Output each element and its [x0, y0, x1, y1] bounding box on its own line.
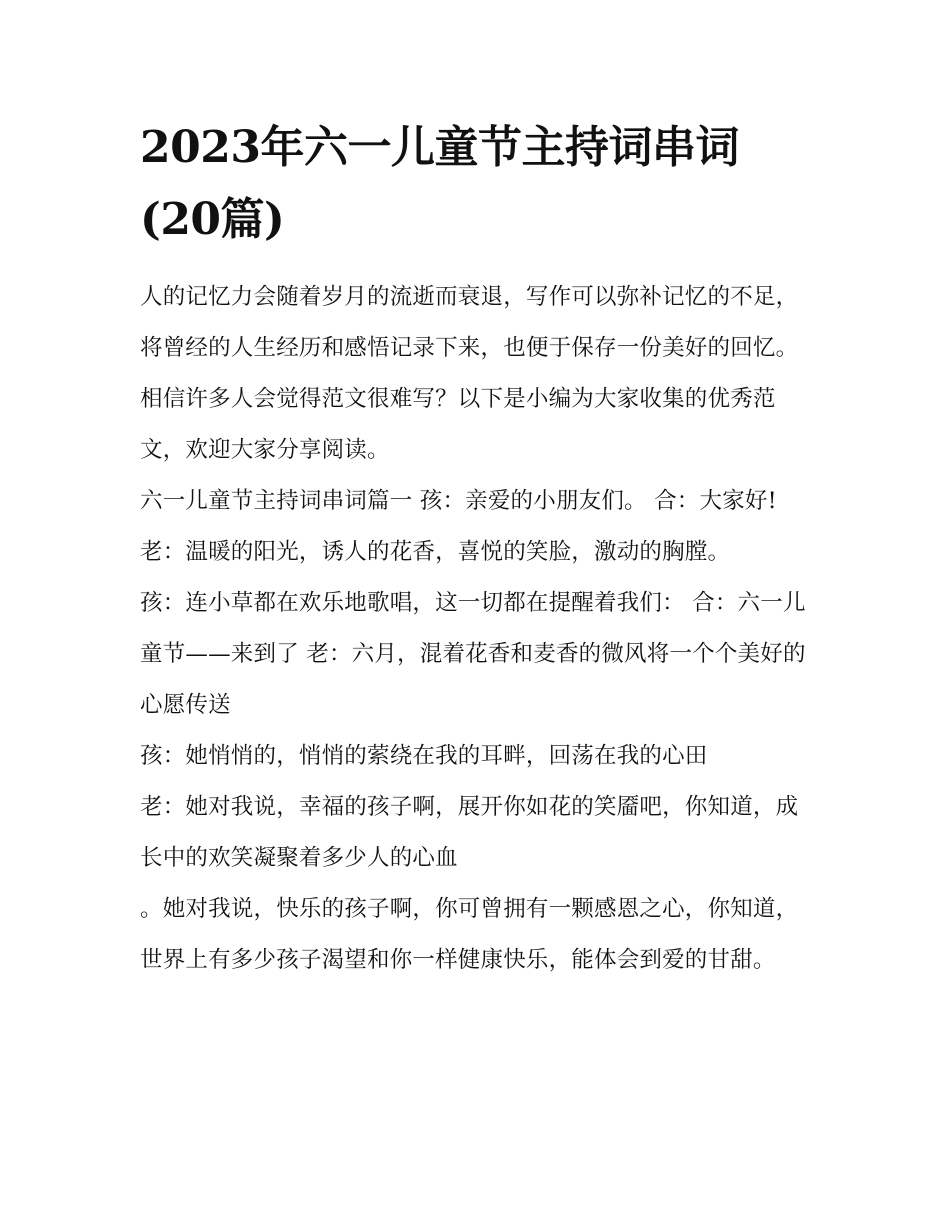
- title-line-2: (20篇): [140, 194, 285, 245]
- document-title: [140, 112, 815, 256]
- title-line-1: 2023年六一儿童节主持词串词: [140, 122, 739, 173]
- document-page: [140, 112, 815, 986]
- body-paragraph: 老：她对我说，幸福的孩子啊，展开你如花的笑靥吧，你知道，成长中的欢笑凝聚着多少人的心血: [140, 794, 799, 871]
- intro-paragraph: 人的记忆力会随着岁月的流逝而衰退，写作可以弥补记忆的不足，将曾经的人生经历和感悟记录下来，也便于保存一份美好的回忆。相信许多人会觉得范文很难写？以下是小编为大家收集的优秀范文，欢迎大家分享阅读。: [140, 284, 799, 463]
- body-paragraph: 。她对我说，快乐的孩子啊，你可曾拥有一颗感恩之心，你知道，世界上有多少孩子渴望和你一样健康快乐，能体会到爱的甘甜。: [140, 896, 799, 973]
- body-paragraph: 孩：连小草都在欢乐地歌唱，这一切都在提醒着我们： 合：六一儿童节——来到了 老：六月，混着花香和麦香的微风将一个个美好的心愿传送: [140, 590, 806, 718]
- body-paragraph: 六一儿童节主持词串词篇一 孩：亲爱的小朋友们。 合：大家好! 老：温暖的阳光，诱人的花香，喜悦的笑脸，激动的胸膛。: [140, 488, 777, 565]
- body-paragraph: 孩：她悄悄的，悄悄的萦绕在我的耳畔，回荡在我的心田: [140, 743, 708, 769]
